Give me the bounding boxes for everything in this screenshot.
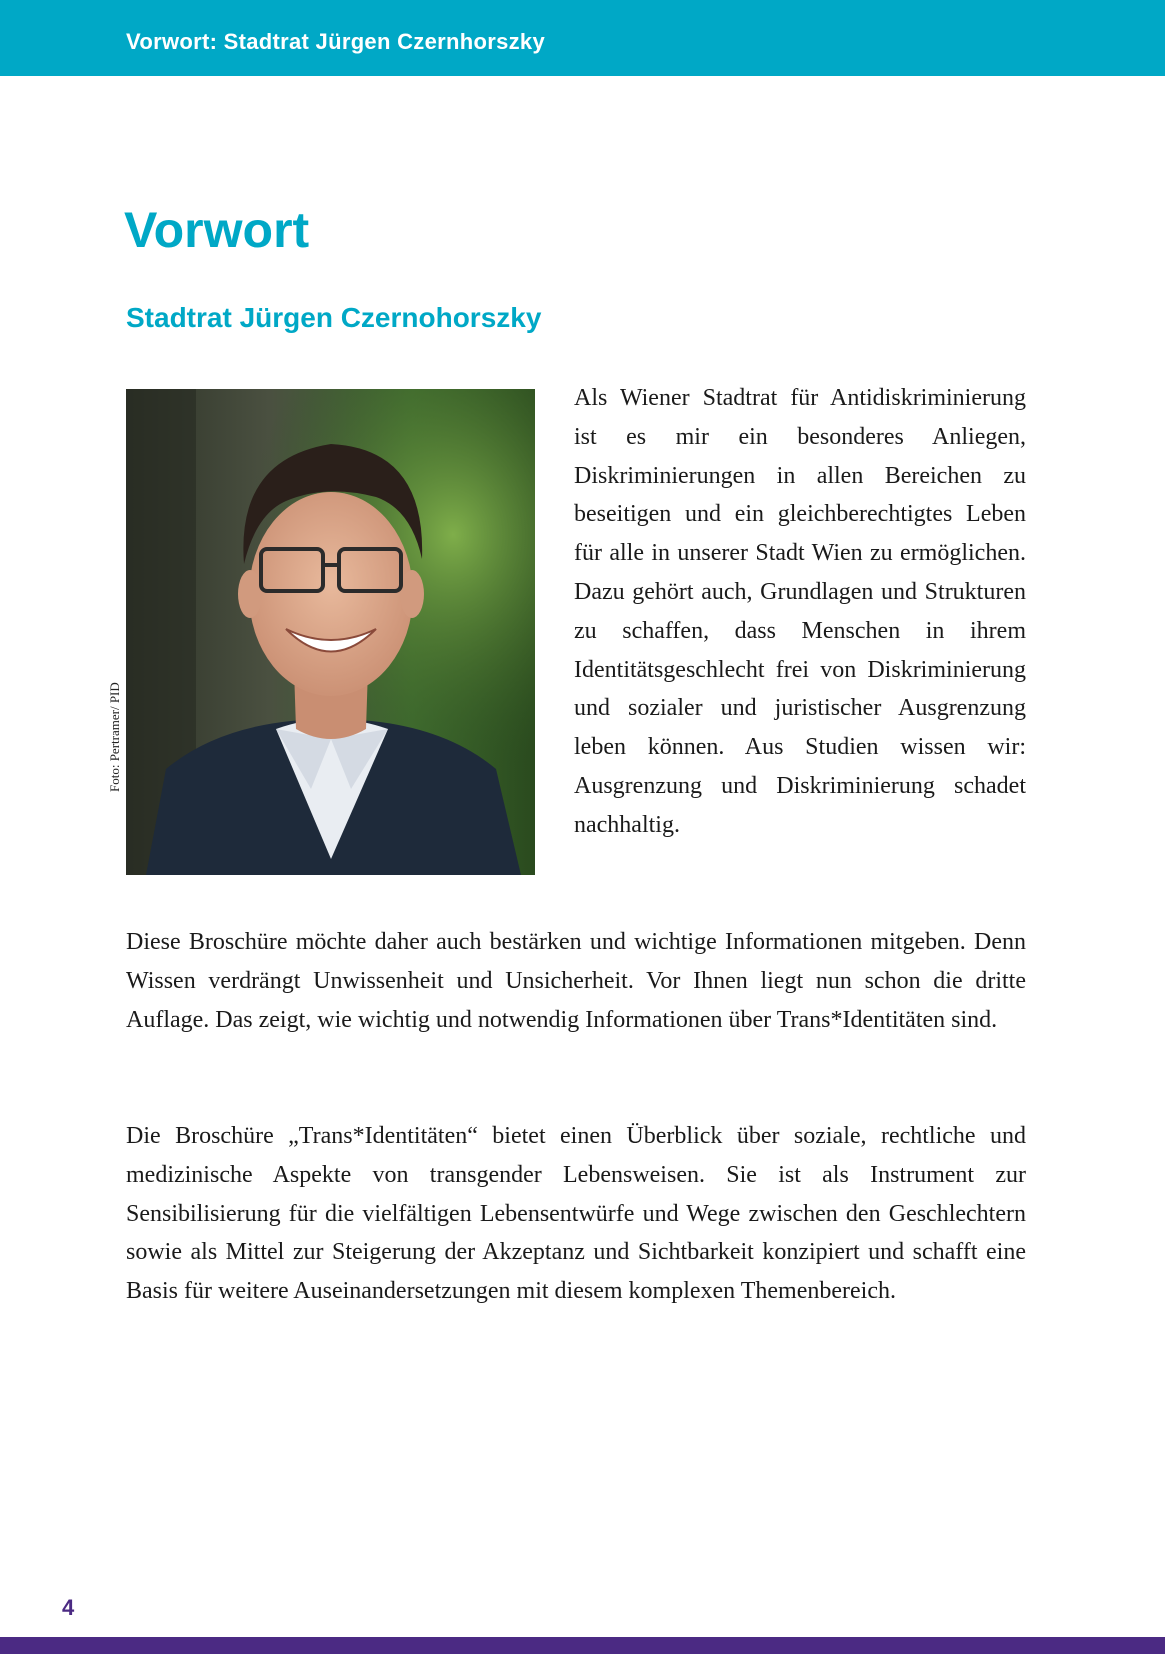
portrait-photo [126,389,535,875]
intro-paragraph: Als Wiener Stadtrat für Antidiskriminierung ist es mir ein besonderes Anliegen, Diskriminierungen in allen Bereichen zu beseitigen und ein gleichberechtigtes Leben für alle in unserer Stadt Wien zu ermöglichen. Dazu gehört auch, Grundlagen und Strukturen zu schaffen, dass Menschen in ihrem Identitätsgeschlecht frei von Diskriminierung und sozialer und juristischer Ausgrenzung leben können. Aus Studien wissen wir: Ausgrenzung und Diskriminierung schadet nachhaltig. [574,385,1026,838]
photo-credit: Foto: Pertramer/ PID [107,682,122,792]
subtitle: Stadtrat Jürgen Czernohorszky [126,302,542,333]
footer-bar [0,1637,1165,1654]
page-title: Vorwort [124,202,310,258]
paragraph-1: Diese Broschüre möchte daher auch bestärken und wichtige Informationen mitgeben. Denn Wissen verdrängt Unwissenheit und Unsicherheit. Vor Ihnen liegt nun schon die dritte Auflage. Das zeigt, wie wichtig und notwendig Informationen über Trans*Identitäten sind. [126,929,1026,1033]
paragraph-2: Die Broschüre „Trans*Identitäten“ bietet einen Überblick über soziale, rechtliche und medizinische Aspekte von transgender Lebensweisen. Sie ist als Instrument zur Sensibilisierung für die vielfältigen Lebensentwürfe und Wege zwischen den Geschlechtern sowie als Mittel zur Steigerung der Akzeptanz und Sichtbarkeit konzipiert und schafft eine Basis für weitere Auseinandersetzungen mit diesem komplexen Themenbereich. [126,1123,1026,1305]
page-number: 4 [62,1595,75,1620]
header-title: Vorwort: Stadtrat Jürgen Czernhorszky [126,29,545,54]
header-bar [0,0,1165,76]
